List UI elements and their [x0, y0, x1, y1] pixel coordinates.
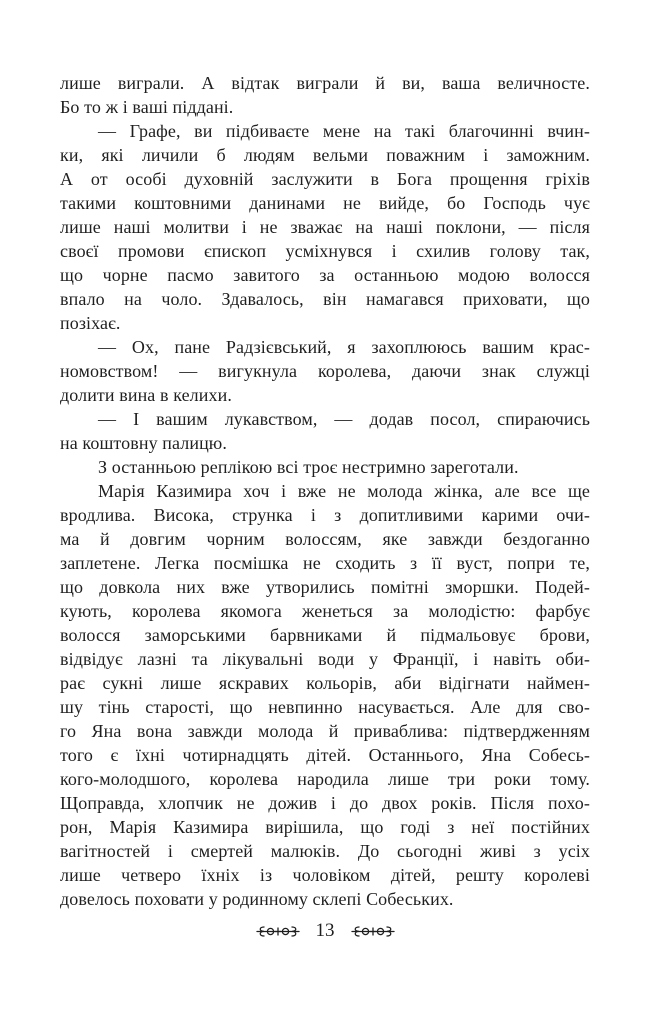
- text-line: кують, королева якомога женеться за молодістю: фарбує: [60, 601, 590, 621]
- text-line: вродлива. Висока, струнка і з допитливими карими очи-: [60, 505, 590, 525]
- page-footer: [60, 920, 590, 942]
- text-line: що довкола них вже утворились помітні зморшки. Подей-: [60, 577, 590, 597]
- text-line: долити вина в келихи.: [60, 385, 232, 405]
- text-line: вагітностей і смертей малюків. До сьогодні живі з усіх: [60, 841, 590, 861]
- text-line: своєї промови єпископ усміхнувся і схилив голову так,: [60, 241, 590, 261]
- text-line: — Графе, ви підбиваєте мене на такі благочинні вчин-: [98, 121, 590, 141]
- text-line: заплетене. Легка посмішка не сходить з її вуст, попри те,: [60, 553, 590, 573]
- text-line: що чорне пасмо завитого за останньою модою волосся: [60, 265, 590, 285]
- text-line: — І вашим лукавством, — додав посол, спираючись: [98, 409, 590, 429]
- text-line: ки, які личили б людям вельми поважним і заможним.: [60, 145, 590, 165]
- text-line: впало на чоло. Здавалось, він намагався приховати, що: [60, 289, 590, 309]
- text-line: Щоправда, хлопчик не дожив і до двох років. Після похо-: [60, 793, 590, 813]
- text-line: відвідує лазні та лікувальні води у Франції, і навіть оби-: [60, 649, 590, 669]
- text-line: номовством! — вигукнула королева, даючи знак служці: [60, 361, 590, 381]
- text-line: кого-молодшого, королева народила лише три роки тому.: [60, 769, 590, 789]
- text-line: волосся заморськими барвниками й підмальовує брови,: [60, 625, 590, 645]
- text-line: такими коштовними данинами не вийде, бо Господь чує: [60, 193, 590, 213]
- fleuron-ornament-left-icon: [256, 925, 300, 938]
- text-line: довелось поховати у родинному склепі Собеських.: [60, 889, 454, 909]
- text-line: лише наші молитви і не зважає на наші поклони, — після: [60, 217, 590, 237]
- text-line: А от особі духовній заслужити в Бога прощення гріхів: [60, 169, 590, 189]
- text-line: шу тінь старості, що невпинно насувається. Але для сво-: [60, 697, 590, 717]
- text-line: — Ох, пане Радзієвський, я захоплююсь вашим крас-: [98, 337, 590, 357]
- text-line: ма й довгим чорним волоссям, яке завжди бездоганно: [60, 529, 590, 549]
- text-line: лише четверо їхніх із чоловіком дітей, решту королеві: [60, 865, 590, 885]
- text-line: на коштовну палицю.: [60, 433, 227, 453]
- text-line: лише виграли. А відтак виграли й ви, ваша величносте.: [60, 73, 590, 93]
- text-line: З останньою реплікою всі троє нестримно зареготали.: [98, 457, 519, 477]
- text-line: позіхає.: [60, 313, 121, 333]
- text-line: го Яна вона завжди молода й приваблива: підтвердженням: [60, 721, 590, 741]
- fleuron-ornament-right-icon: [351, 925, 395, 938]
- text-line: рає сукні лише яскравих кольорів, аби відігнати наймен-: [60, 673, 590, 693]
- text-line: рон, Марія Казимира вирішила, що годі з неї постійних: [60, 817, 590, 837]
- page-number: 13: [315, 920, 335, 941]
- text-line: того є їхні чотирнадцять дітей. Останнього, Яна Собесь-: [60, 745, 590, 765]
- text-line: Марія Казимира хоч і вже не молода жінка, але все ще: [98, 481, 590, 501]
- text-block: [60, 71, 590, 911]
- text-line: Бо то ж і ваші піддані.: [60, 97, 234, 117]
